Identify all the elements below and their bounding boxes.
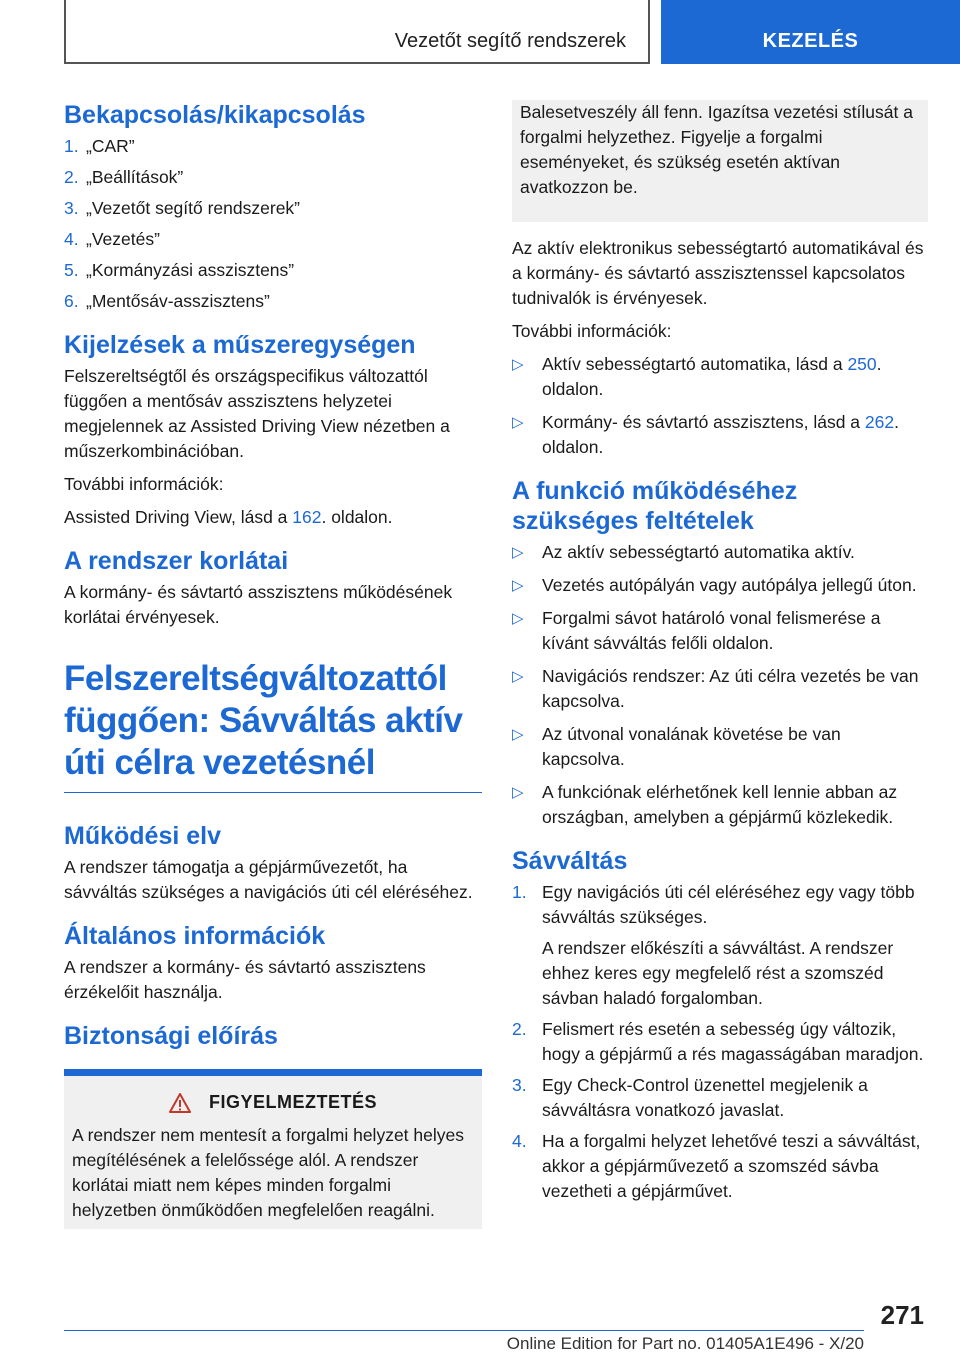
page-link-162[interactable]: 162 xyxy=(292,507,322,527)
warning-header xyxy=(72,1092,474,1113)
bullet-triangle-icon: ▷ xyxy=(512,544,524,561)
bullet-triangle-icon: ▷ xyxy=(512,784,524,801)
warning-triangle-icon xyxy=(169,1093,191,1113)
paragraph-limits: A kormány- és sávtartó asszisztens működésének korlátai érvényesek. xyxy=(64,582,453,627)
paragraph-display: Felszereltségtől és országspecifikus változattól függően a mentősáv asszisztens helyzetei megjelennek az Assisted Driving View nézetben a műszerkombinációban. xyxy=(64,366,450,461)
paragraph-principle: A rendszer támogatja a gépjárművezetőt, ha sávváltás szükséges a navigációs úti cél eléréséhez. xyxy=(64,857,473,902)
warning-title: FIGYELMEZTETÉS xyxy=(208,1092,377,1112)
list-item: ▷ Navigációs rendszer: Az úti célra vezetés be van kapcsolva. xyxy=(512,666,919,711)
list-item: ▷ A funkciónak elérhetőnek kell lennie abban az országban, amelyben a gépjármű közlekedik. xyxy=(512,782,898,827)
list-item: ▷ Az útvonal vonalának követése be van kapcsolva. xyxy=(512,724,841,769)
list-item: ▷ Kormány- és sávtartó asszisztens, lásd a 262. oldalon. xyxy=(512,412,899,457)
heading-lane-change: Sávváltás xyxy=(512,847,628,875)
page-number: 271 xyxy=(880,1300,924,1330)
paragraph-general: A rendszer a kormány- és sávtartó asszisztens érzékelőit használja. xyxy=(64,957,426,1002)
list-item: ▷ Az aktív sebességtartó automatika aktív. xyxy=(512,540,928,565)
list-item: 6. „Mentősáv-asszisztens” xyxy=(64,291,270,311)
heading-display: Kijelzések a műszeregységen xyxy=(64,331,416,359)
list-item: 3. „Vezetőt segítő rendszerek” xyxy=(64,198,300,218)
reference-list xyxy=(512,352,928,460)
heading-on-off: Bekapcsolás/kikapcsolás xyxy=(64,101,366,129)
header-box xyxy=(64,0,650,64)
list-item: 2. „Beállítások” xyxy=(64,167,184,187)
bullet-triangle-icon: ▷ xyxy=(512,577,524,594)
footer-edition: Online Edition for Part no. 01405A1E496 - X/20 xyxy=(506,1334,864,1353)
right-column xyxy=(512,100,928,1212)
heading-principle: Működési elv xyxy=(64,822,221,850)
warning-continuation-text: Balesetveszély áll fenn. Igazítsa vezetési stílusát a forgalmi helyzethez. Figyelje a forgalmi eseményeket, és szükség esetén aktívan avatkozzon be. xyxy=(520,102,913,197)
list-item: 4. „Vezetés” xyxy=(64,229,160,249)
lane-change-steps xyxy=(512,880,928,1204)
warning-box xyxy=(64,1069,482,1229)
bullet-triangle-icon: ▷ xyxy=(512,668,524,685)
section-title: Vezetőt segítő rendszerek xyxy=(394,30,626,52)
warning-continuation xyxy=(512,100,928,222)
list-item: 5. „Kormányzási asszisztens” xyxy=(64,260,295,280)
list-item: 3. Egy Check-Control üzenettel megjelenik a sávváltásra vonatkozó javaslat. xyxy=(512,1075,868,1120)
footer-divider xyxy=(64,1330,864,1331)
warning-text: A rendszer nem mentesít a forgalmi helyzet helyes megítélésének a felelőssége alól. A rendszer korlátai miatt nem képes minden forgalmi helyzetben önműködően megfelelően reagálni. xyxy=(72,1125,464,1220)
list-item: ▷ Aktív sebességtartó automatika, lásd a 250. oldalon. xyxy=(512,354,882,399)
list-item: 1. „CAR” xyxy=(64,136,135,156)
chapter-tab[interactable] xyxy=(661,0,960,64)
page-link-262[interactable]: 262 xyxy=(864,412,895,432)
paragraph-more-info: További információk: xyxy=(64,474,224,494)
heading-requirements: A funkció működéséhez szükséges feltételek xyxy=(512,477,798,535)
list-item: 4. Ha a forgalmi helyzet lehetővé teszi a sávváltást, akkor a gépjárművezető a szomszéd sávba vezetheti a gépjárművet. xyxy=(512,1131,921,1201)
bullet-triangle-icon: ▷ xyxy=(512,414,524,431)
bullet-triangle-icon: ▷ xyxy=(512,726,524,743)
paragraph-adv-ref: Assisted Driving View, lásd a 162. oldalon. xyxy=(64,507,393,527)
menu-steps-list xyxy=(64,134,482,314)
bullet-triangle-icon: ▷ xyxy=(512,356,524,373)
paragraph-more-info: További információk: xyxy=(512,321,672,341)
left-column xyxy=(64,100,482,1229)
heading-limits: A rendszer korlátai xyxy=(64,547,289,575)
requirements-list xyxy=(512,540,928,830)
list-item: ▷ Vezetés autópályán vagy autópálya jellegű úton. xyxy=(512,573,928,598)
list-item: ▷ Forgalmi sávot határoló vonal felismerése a kívánt sávváltás felőli oldalon. xyxy=(512,608,881,653)
page-link-250[interactable]: 250 xyxy=(847,354,877,374)
heading-general: Általános információk xyxy=(64,922,326,950)
paragraph-notes: Az aktív elektronikus sebességtartó automatikával és a kormány- és sávtartó asszisztenssel kapcsolatos tudnivalók is érvényesek. xyxy=(512,238,924,308)
bullet-triangle-icon: ▷ xyxy=(512,610,524,627)
main-heading: Felszereltségváltozattól függően: Sávváltás aktív úti célra vezetésnél xyxy=(64,659,463,782)
heading-safety: Biztonsági előírás xyxy=(64,1022,278,1050)
list-item: 1. Egy navigációs úti cél eléréséhez egy vagy több sávváltás szükséges. A rendszer előkészíti a sávváltást. A rendszer ehhez keres egy megfelelő rést a szomszéd sávban haladó forgalomban. xyxy=(512,882,915,1008)
section-divider xyxy=(64,792,482,793)
list-item: 2. Felismert rés esetén a sebesség úgy változik, hogy a gépjármű a rés magasságában maradjon. xyxy=(512,1019,924,1064)
chapter-label: KEZELÉS xyxy=(762,30,859,52)
